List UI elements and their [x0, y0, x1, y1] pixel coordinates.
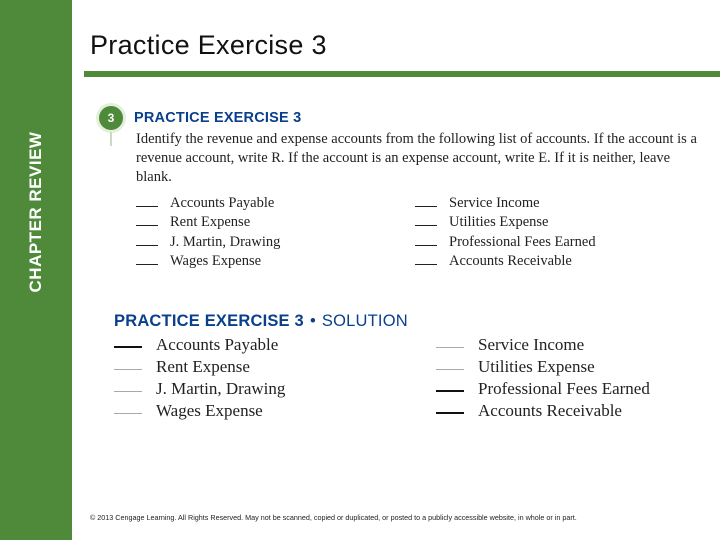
solution-heading-label: SOLUTION	[321, 312, 408, 330]
exercise-right-list	[415, 194, 596, 271]
list-item	[415, 233, 596, 252]
solution-right-list	[436, 334, 650, 422]
answer-blank[interactable]	[136, 264, 158, 265]
chapter-review-sidebar	[0, 0, 72, 540]
answer-blank[interactable]	[415, 264, 437, 265]
list-item	[114, 400, 285, 422]
answer-blank	[114, 346, 142, 348]
account-label: Utilities Expense	[478, 357, 595, 376]
list-item	[436, 334, 650, 356]
list-item	[415, 213, 596, 232]
account-label: Service Income	[449, 195, 540, 211]
account-label: Utilities Expense	[449, 214, 549, 231]
exercise-heading: PRACTICE EXERCISE 3	[134, 110, 302, 126]
solution-heading-title: PRACTICE EXERCISE 3	[114, 312, 304, 330]
account-label: Accounts Receivable	[449, 252, 572, 269]
list-item	[415, 194, 596, 213]
account-label: Accounts Payable	[156, 335, 279, 354]
answer-blank[interactable]	[415, 245, 437, 246]
answer-blank	[114, 369, 142, 370]
exercise-number-badge: 3	[99, 106, 123, 130]
heading-separator: •	[309, 312, 316, 330]
badge-connector	[110, 132, 112, 146]
account-label: Accounts Receivable	[478, 401, 622, 420]
answer-blank	[436, 390, 464, 392]
account-label: Wages Expense	[156, 401, 263, 420]
slide-title: Practice Exercise 3	[90, 30, 327, 60]
sidebar-label: CHAPTER REVIEW	[26, 131, 45, 293]
list-item	[136, 233, 280, 252]
answer-blank[interactable]	[136, 225, 158, 226]
answer-blank	[436, 369, 464, 370]
answer-blank	[436, 412, 464, 414]
answer-blank	[114, 391, 142, 392]
account-label: Wages Expense	[170, 252, 262, 269]
account-label: Rent Expense	[170, 214, 251, 231]
exercise-left-list	[136, 194, 280, 271]
copyright-footer: © 2013 Cengage Learning. All Rights Reserved. May not be scanned, copied or duplicated, or posted to a publicly accessible website, in whole or in part.	[90, 513, 577, 522]
account-label: J. Martin, Drawing	[156, 379, 286, 398]
account-label: Rent Expense	[156, 357, 250, 376]
list-item	[114, 356, 285, 378]
answer-blank[interactable]	[136, 206, 158, 207]
answer-blank	[114, 413, 142, 414]
answer-blank	[436, 347, 464, 348]
answer-blank[interactable]	[415, 225, 437, 226]
list-item	[136, 194, 280, 213]
list-item	[136, 252, 280, 271]
list-item	[114, 334, 285, 356]
exercise-instructions: Identify the revenue and expense accounts from the following list of accounts. If the account is a revenue account, write R. If the account is an expense account, write E. If it is neither, leave blank.	[136, 131, 697, 185]
account-label: Service Income	[478, 335, 585, 354]
account-label: Accounts Payable	[170, 195, 275, 211]
solution-heading	[114, 312, 408, 331]
list-item	[436, 356, 650, 378]
answer-blank[interactable]	[415, 206, 437, 207]
list-item	[415, 252, 596, 271]
account-label: J. Martin, Drawing	[170, 233, 281, 250]
solution-left-list	[114, 334, 285, 422]
title-underline	[84, 71, 720, 77]
answer-blank[interactable]	[136, 245, 158, 246]
list-item	[436, 400, 650, 422]
list-item	[436, 378, 650, 400]
account-label: Professional Fees Earned	[478, 379, 650, 398]
list-item	[114, 378, 285, 400]
list-item	[136, 213, 280, 232]
account-label: Professional Fees Earned	[449, 233, 596, 250]
